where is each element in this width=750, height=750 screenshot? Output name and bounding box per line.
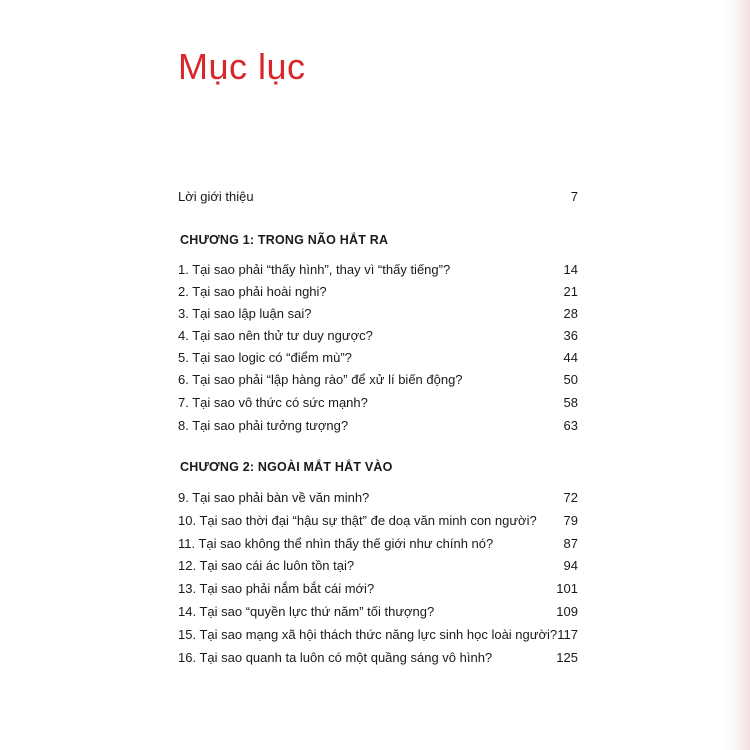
toc-entry-page: 58 xyxy=(563,395,578,410)
toc-entry-label: 8. Tại sao phải tưởng tượng? xyxy=(178,418,349,433)
toc-entry-label: 12. Tại sao cái ác luôn tồn tại? xyxy=(178,558,355,573)
page-title: Mục lục xyxy=(178,46,306,87)
toc-entry-label: Lời giới thiệu xyxy=(178,189,254,204)
toc-entry-page: 44 xyxy=(563,350,578,365)
toc-entry-label: 6. Tại sao phải “lập hàng rào” để xử lí biến động? xyxy=(178,372,463,387)
toc-entry-page: 72 xyxy=(563,490,578,505)
toc-entry-page: 125 xyxy=(556,650,578,665)
toc-entry-label: 2. Tại sao phải hoài nghi? xyxy=(178,284,327,299)
page-edge xyxy=(736,0,750,750)
toc-entry-page: 28 xyxy=(563,306,578,321)
toc-entry-label: 9. Tại sao phải bàn về văn minh? xyxy=(178,490,370,505)
toc-entry-label: 14. Tại sao “quyền lực thứ năm” tối thượng? xyxy=(178,604,435,619)
toc-entry-page: 14 xyxy=(563,262,578,277)
toc-entry-label: 11. Tại sao không thể nhìn thấy thế giới như chính nó? xyxy=(178,536,494,551)
toc-entry-label: 5. Tại sao logic có “điểm mù”? xyxy=(178,350,352,365)
toc-entry-page: 79 xyxy=(563,513,578,528)
toc-entry-label: 15. Tại sao mạng xã hội thách thức năng lực sinh học loài người? xyxy=(178,627,558,642)
chapter-heading-2: CHƯƠNG 2: NGOÀI MẮT HẮT VÀO xyxy=(180,460,393,474)
toc-entry-page: 50 xyxy=(563,372,578,387)
toc-entry-label: 10. Tại sao thời đại “hậu sự thật” đe doạ văn minh con người? xyxy=(178,513,537,528)
toc-entry-page: 36 xyxy=(563,328,578,343)
toc-entry-page: 117 xyxy=(557,627,578,642)
toc-entry-page: 101 xyxy=(556,581,578,596)
chapter-heading-1: CHƯƠNG 1: TRONG NÃO HẮT RA xyxy=(180,233,389,247)
toc-entry-page: 109 xyxy=(556,604,578,619)
toc-entry-label: 1. Tại sao phải “thấy hình”, thay vì “thấy tiếng”? xyxy=(178,262,451,277)
toc-entry-page: 63 xyxy=(563,418,578,433)
toc-entry-label: 7. Tại sao vô thức có sức mạnh? xyxy=(178,395,368,410)
toc-entry-label: 3. Tại sao lập luận sai? xyxy=(178,306,312,321)
toc-entry-page: 7 xyxy=(570,189,578,204)
toc-entry-label: 16. Tại sao quanh ta luôn có một quầng sáng vô hình? xyxy=(178,650,493,665)
toc-entry-page: 21 xyxy=(563,284,578,299)
toc-entry-label: 4. Tại sao nên thử tư duy ngược? xyxy=(178,328,373,343)
toc-entry-page: 94 xyxy=(563,558,578,573)
toc-entry-page: 87 xyxy=(563,536,578,551)
toc-entry-label: 13. Tại sao phải nắm bắt cái mới? xyxy=(178,581,375,596)
